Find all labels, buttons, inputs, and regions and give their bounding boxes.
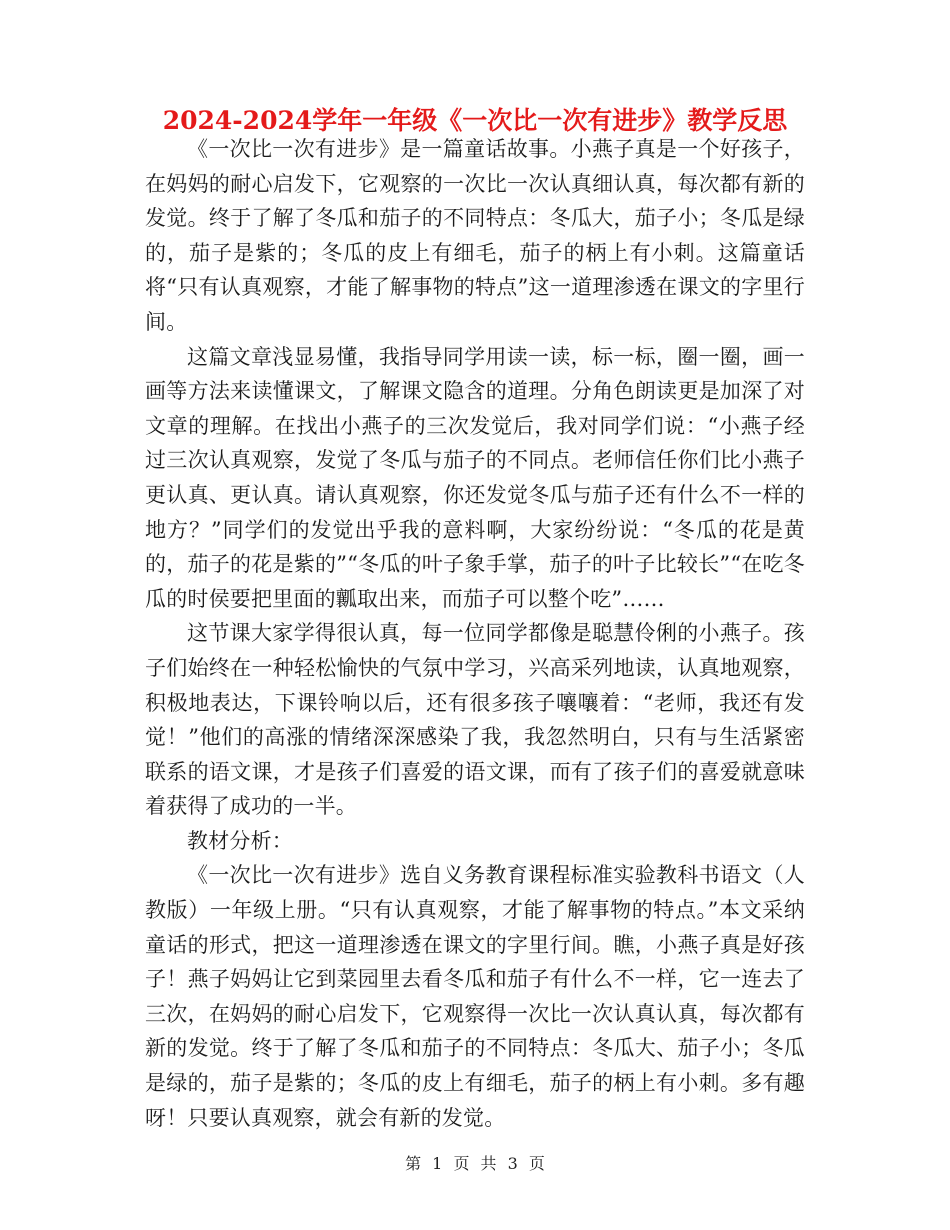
paragraph-teaching-method: 这篇文章浅显易懂，我指导同学用读一读，标一标，圈一圈，画一画等方法来读懂课文，了解课文隐含的道理。分角色朗读更是加深了对文章的理解。在找出小燕子的三次发觉后，我对同学们说：“小燕子经过三次认真观察，发觉了冬瓜与茄子的不同点。老师信任你们比小燕子更认真、更认真。请认真观察，你还发觉冬瓜与茄子还有什么不一样的地方？”同学们的发觉出乎我的意料啊，大家纷纷说：“冬瓜的花是黄的，茄子的花是紫的”“冬瓜的叶子象手掌，茄子的叶子比较长”“在吃冬瓜的时侯要把里面的瓤取出来，而茄子可以整个吃”…… [145,344,805,611]
page-number-footer: 第 1 页 共 3 页 [405,1154,545,1173]
paragraph-section-heading: 教材分析： [187,828,293,853]
document-title: 2024-2024学年一年级《一次比一次有进步》教学反思 [162,106,788,135]
paragraph-reflection: 这节课大家学得很认真，每一位同学都像是聪慧伶俐的小燕子。孩子们始终在一种轻松愉快的气氛中学习，兴高采列地读，认真地观察，积极地表达，下课铃响以后，还有很多孩子嚷嚷着：“老师，我还有发觉！”他们的高涨的情绪深深感染了我，我忽然明白，只有与生活紧密联系的语文课，才是孩子们喜爱的语文课，而有了孩子们的喜爱就意味着获得了成功的一半。 [145,621,805,819]
paragraph-textbook-analysis: 《一次比一次有进步》选自义务教育课程标准实验教科书语文（人教版）一年级上册。“只有认真观察，才能了解事物的特点。”本文采纳童话的形式，把这一道理渗透在课文的字里行间。瞧，小燕子真是好孩子！燕子妈妈让它到菜园里去看冬瓜和茄子有什么不一样，它一连去了三次，在妈妈的耐心启发下，它观察得一次比一次认真认真，每次都有新的发觉。终于了解了冬瓜和茄子的不同特点：冬瓜大、茄子小；冬瓜是绿的，茄子是紫的；冬瓜的皮上有细毛，茄子的柄上有小刺。多有趣呀！只要认真观察，就会有新的发觉。 [145,863,805,1130]
document-body [145,132,805,1135]
paragraph-intro: 《一次比一次有进步》是一篇童话故事。小燕子真是一个好孩子，在妈妈的耐心启发下，它观察的一次比一次认真细认真，每次都有新的发觉。终于了解了冬瓜和茄子的不同特点：冬瓜大，茄子小；冬瓜是绿的，茄子是紫的；冬瓜的皮上有细毛，茄子的柄上有小刺。这篇童话将“只有认真观察，才能了解事物的特点”这一道理渗透在课文的字里行间。 [145,137,805,334]
